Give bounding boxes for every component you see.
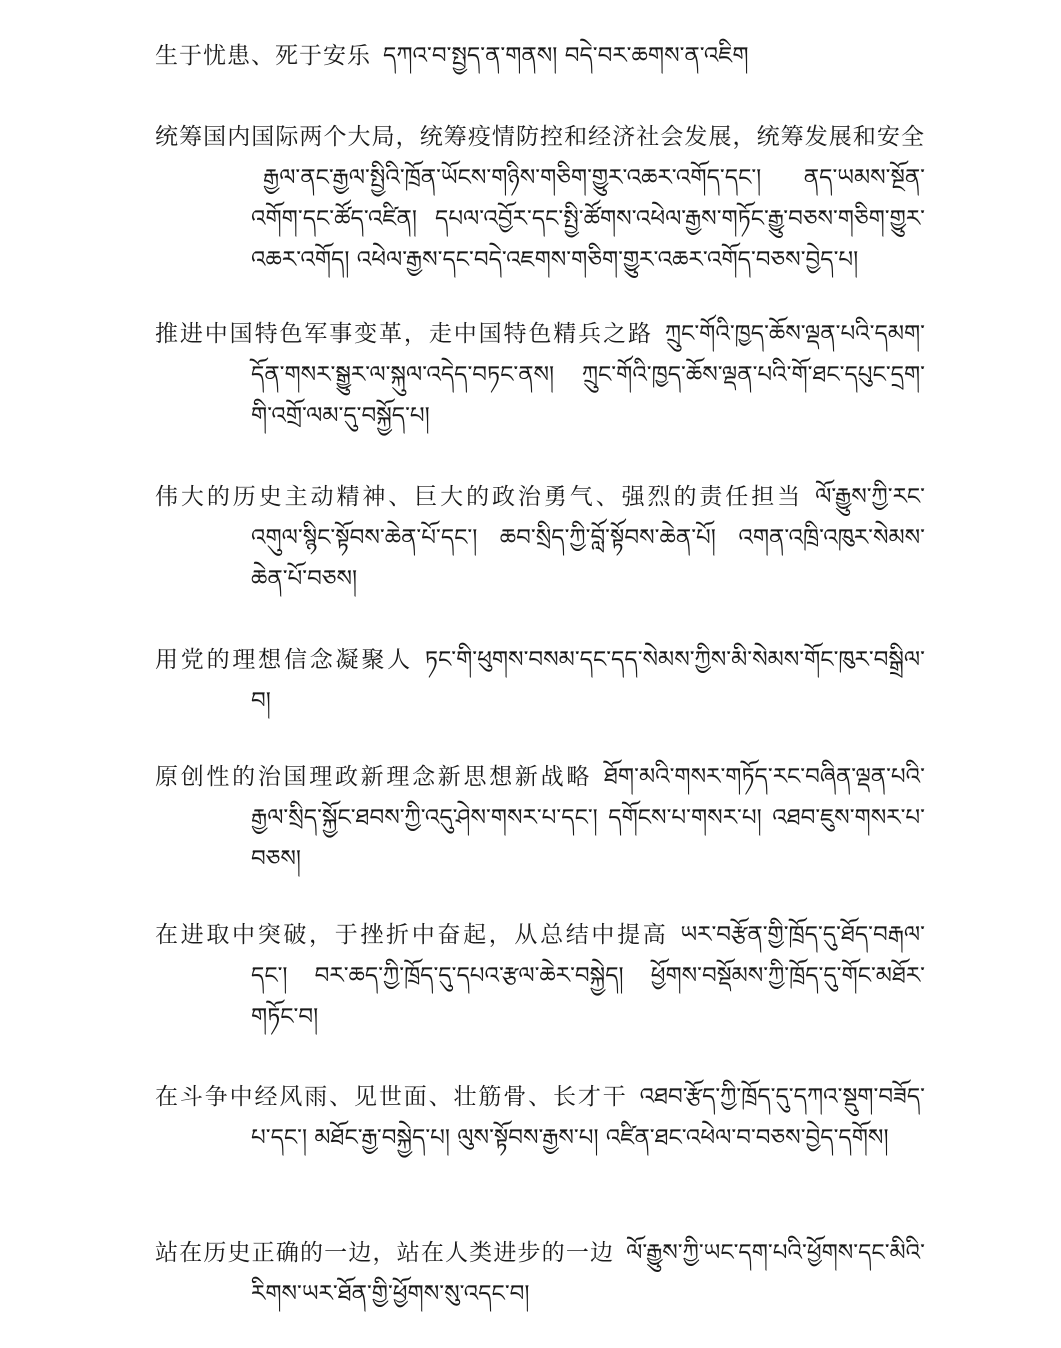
chinese-term: 在斗争中经风雨、见世面、壮筋骨、长才干 [155,1084,628,1110]
glossary-entry [155,1077,925,1159]
tibetan-translation: ཐོག་མའི་གསར་གཏོད་རང་བཞིན་ལྡན་པའི་རྒྱལ་སྲིད་སྐྱོང་ཐབས་ཀྱི་འདུ་ཤེས་གསར་པ་དང་། དགོངས་པ་གསར་པ། འཐབ་ཇུས་གསར་པ་བཅས། [251,764,925,872]
chinese-term: 站在历史正确的一边，站在人类进步的一边 [155,1240,615,1266]
tibetan-translation: ཀྲུང་གོའི་ཁྱད་ཆོས་ལྡན་པའི་དམག་དོན་གསར་སྒྱུར་ལ་སྐུལ་འདེད་བཏང་ནས། ཀྲུང་གོའི་ཁྱད་ཆོས་ལྡན་པའི་གོ་ཐང་དཔུང་དྲག་གི་འགྲོ་ལམ་དུ་བསྐྱོད་པ། [251,321,925,429]
tibetan-translation: དཀའ་བ་སྤྱད་ན་གནས། བདེ་བར་ཆགས་ན་འཇིག [383,43,749,69]
tibetan-translation: འཐབ་རྩོད་ཀྱི་ཁྲོད་དུ་དཀའ་སྡུག་བཟོད་པ་དང་། མཐོང་རྒྱ་བསྐྱེད་པ། ལུས་སྟོབས་རྒྱས་པ། འཛིན་ཐང་འཕེལ་བ་བཅས་བྱེད་དགོས། [251,1084,925,1151]
chinese-term: 伟大的历史主动精神、巨大的政治勇气、强烈的责任担当 [155,484,804,510]
tibetan-translation: རྒྱལ་ནང་རྒྱལ་སྤྱིའི་ཁྲོན་ཡོངས་གཉིས་གཅིག་གྱུར་འཆར་འགོད་དང་། ནད་ཡམས་སྔོན་འགོག་དང་ཚོད་འཛིན། དཔལ་འབྱོར་དང་སྤྱི་ཚོགས་འཕེལ་རྒྱས་གཏོང་རྒྱུ་བཅས་གཅིག་གྱུར་འཆར་འགོད། འཕེལ་རྒྱས་དང་བདེ་འཇགས་གཅིག་གྱུར་འཆར་འགོད་བཅས་བྱེད་པ། [251,165,925,273]
chinese-term: 统筹国内国际两个大局，统筹疫情防控和经济社会发展，统筹发展和安全 [155,124,925,150]
glossary-entry [155,117,925,281]
chinese-term: 推进中国特色军事变革，走中国特色精兵之路 [155,321,653,347]
tibetan-translation: ཡར་བརྩོན་གྱི་ཁྲོད་དུ་ཐོད་བརྒལ་དང་། བར་ཆད་ཀྱི་ཁྲོད་དུ་དཔའ་རྩལ་ཆེར་བསྐྱེད། ཕྱོགས་བསྡོམས་ཀྱི་ཁྲོད་དུ་གོང་མཐོར་གཏོང་བ། [251,922,925,1030]
glossary-entry [155,36,925,77]
tibetan-translation: ལོ་རྒྱུས་ཀྱི་རང་འགུལ་སྙིང་སྟོབས་ཆེན་པོ་དང་། ཆབ་སྲིད་ཀྱི་བློ་སྟོབས་ཆེན་པོ། འགན་འཁྲི་འཁུར་སེམས་ཆེན་པོ་བཅས། [251,484,925,592]
tibetan-translation: ལོ་རྒྱུས་ཀྱི་ཡང་དག་པའི་ཕྱོགས་དང་མིའི་རིགས་ཡར་ཐོན་གྱི་ཕྱོགས་སུ་འདང་བ། [251,1240,925,1307]
glossary-entry [155,915,925,1038]
chinese-term: 在进取中突破，于挫折中奋起，从总结中提高 [155,922,669,948]
tibetan-translation: ཏང་གི་ཕུགས་བསམ་དང་དད་སེམས་ཀྱིས་མི་སེམས་གོང་ཁུར་བསྒྲིལ་བ། [251,647,925,714]
glossary-entry [155,477,925,600]
chinese-term: 原创性的治国理政新理念新思想新战略 [155,764,593,790]
chinese-term: 用党的理想信念凝聚人 [155,647,413,673]
glossary-entry [155,1233,925,1315]
glossary-entry [155,640,925,722]
glossary-entry [155,757,925,880]
glossary-entry [155,314,925,437]
chinese-term: 生于忧患、死于安乐 [155,43,371,69]
